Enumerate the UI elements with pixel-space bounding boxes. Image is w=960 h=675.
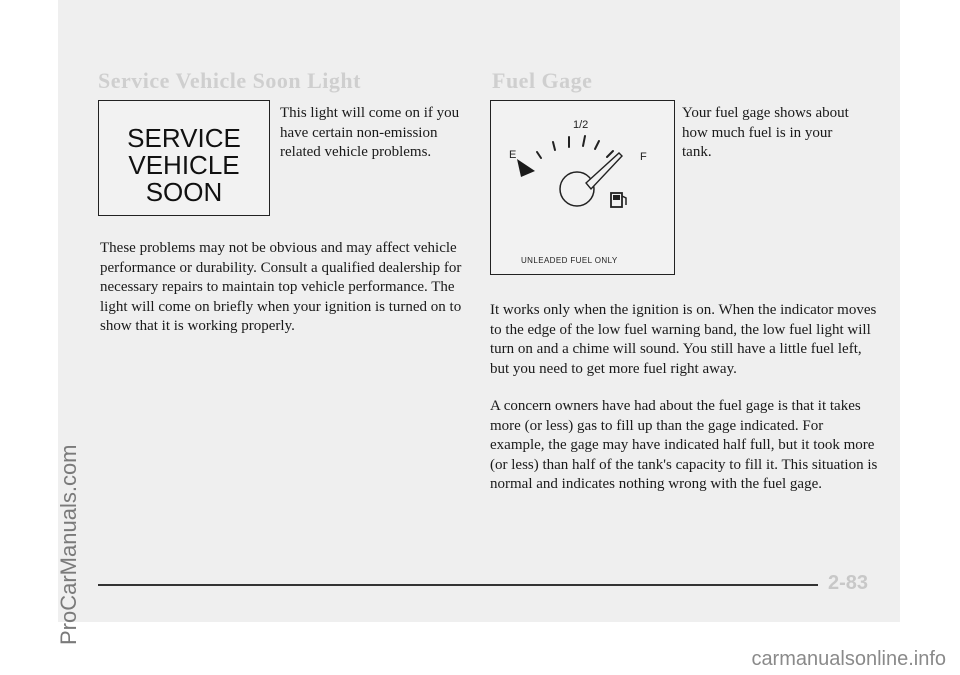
gauge-needle xyxy=(586,153,622,189)
lamp-line-service: SERVICE xyxy=(127,123,241,153)
service-vehicle-soon-lamp xyxy=(98,100,270,216)
fuel-gage-heading: Fuel Gage xyxy=(492,68,593,93)
lamp-line-soon: SOON xyxy=(145,177,223,207)
side-watermark: ProCarManuals.com xyxy=(56,444,81,645)
fuel-pump-icon xyxy=(611,193,626,207)
gauge-label-half: 1/2 xyxy=(573,119,589,131)
footer-watermark: carmanualsonline.info xyxy=(751,648,946,670)
service-light-body: These problems may not be obvious and may affect vehicle performance or durability. Consult a qualified dealership for necessary repairs to maintain top vehicle performance. The light will come on briefly when your ignition is turned on to show that it is working properly. xyxy=(100,240,462,334)
fuel-gage-body-2: A concern owners have had about the fuel gage is that it takes more (or less) gas to fill up than the gage indicated. For example, the gage may have indicated half full, but it took more (or less) than half of the tank's capacity to fill it. This situation is normal and indicates nothing wrong with the fuel gage. xyxy=(490,398,878,492)
footer-rule xyxy=(98,584,818,586)
lamp-line-vehicle: VEHICLE xyxy=(128,150,240,180)
gauge-label-full: F xyxy=(640,151,647,163)
service-light-intro: This light will come on if you have certain non-emission related vehicle problems. xyxy=(280,105,460,160)
service-light-heading: Service Vehicle Soon Light xyxy=(98,68,361,93)
page-number: 2-83 xyxy=(828,572,869,594)
gauge-label-unleaded: UNLEADED FUEL ONLY xyxy=(521,256,618,265)
gauge-label-empty: E xyxy=(509,149,517,161)
fuel-gage-body-1: It works only when the ignition is on. When the indicator moves to the edge of the low fuel warning band, the low fuel light will turn on and a chime will sound. You still have a little fuel left, but you need to get more fuel right away. xyxy=(490,302,877,377)
fuel-gauge-illustration xyxy=(490,100,675,275)
gauge-ticks xyxy=(537,136,613,158)
fuel-gage-intro: Your fuel gage shows about how much fuel is in your tank. xyxy=(682,105,849,160)
low-fuel-warning-icon xyxy=(517,159,535,177)
needle-hub xyxy=(560,172,594,206)
